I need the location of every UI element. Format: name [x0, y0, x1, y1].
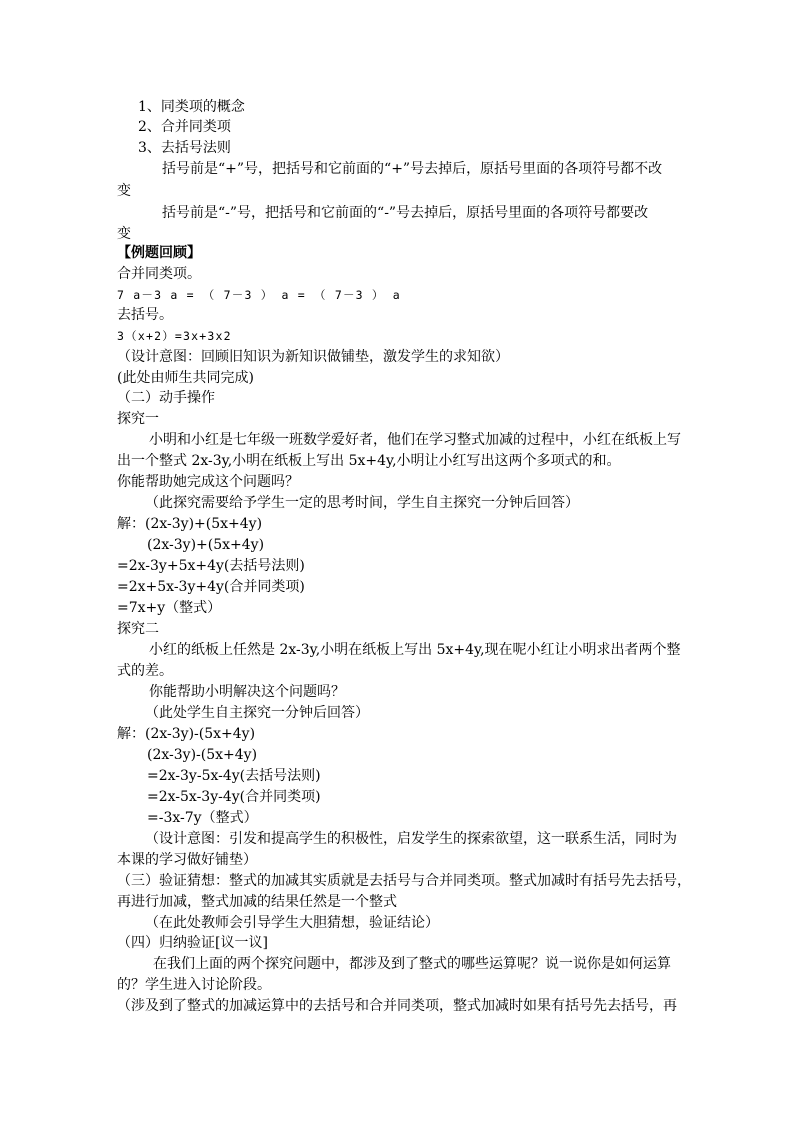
list-item-combine: 2、合并同类项 — [138, 119, 231, 135]
explore-two-text-cont: 式的差。 — [117, 663, 173, 679]
rule-plus-text: 括号前是“+”号，把括号和它前面的“+”号去掉后，原括号里面的各项符号都不改 — [162, 161, 663, 177]
solution-one-line-4: =2x+5x-3y+4y(合并同类项) — [117, 579, 305, 595]
explore-two-note: （此处学生自主探究一分钟后回答） — [145, 705, 369, 721]
section-verify-guess-cont: 再进行加减，整式加减的结果任然是一个整式 — [117, 894, 397, 910]
verify-note: （在此处教师会引导学生大胆猜想，验证结论） — [145, 915, 439, 931]
explore-two-title: 探究二 — [117, 621, 159, 637]
summary-text: 在我们上面的两个探究问题中，都涉及到了整式的哪些运算呢？说一说你是如何运算 — [153, 956, 671, 972]
explore-one-text: 小明和小红是七年级一班数学爱好者，他们在学习整式加减的过程中，小红在纸板上写 — [149, 432, 681, 448]
solution-two-result: =-3x-7y（整式） — [147, 810, 258, 826]
summary-text-cont: 的？学生进入讨论阶段。 — [117, 977, 271, 993]
solution-one-line-3: =2x-3y+5x+4y(去括号法则) — [117, 558, 305, 574]
section-summary: （四）归纳验证[议一议] — [117, 935, 268, 951]
teacher-student-note: (此处由师生共同完成) — [117, 370, 254, 386]
design-intent-2: （设计意图：引发和提高学生的积极性，启发学生的探索欲望，这一联系生活，同时为 — [145, 831, 677, 847]
list-item-bracket-rule: 3、去括号法则 — [138, 140, 231, 156]
rule-minus-text-cont: 变 — [117, 226, 131, 242]
example-combine-title: 合并同类项。 — [117, 266, 201, 282]
solution-two-line-4: =2x-5x-3y-4y(合并同类项) — [147, 789, 321, 805]
example-bracket-title: 去括号。 — [117, 307, 173, 323]
explore-two-text: 小红的纸板上任然是 2x-3y,小明在纸板上写出 5x+4y,现在呢小红让小明求出者两个整 — [149, 642, 681, 658]
solution-one-line-1: 解：(2x-3y)+(5x+4y) — [117, 516, 263, 532]
section-verify-guess: （三）验证猜想：整式的加减其实质就是去括号与合并同类项。整式加减时有括号先去括号， — [117, 873, 691, 889]
explore-one-title: 探究一 — [117, 411, 159, 427]
solution-two-line-2: (2x-3y)-(5x+4y) — [147, 747, 258, 763]
solution-two-line-1: 解：(2x-3y)-(5x+4y) — [117, 726, 256, 742]
section-hands-on: （二）动手操作 — [117, 390, 215, 406]
example-bracket-formula: 3（x+2）=3x+3x2 — [117, 329, 232, 343]
explore-two-question: 你能帮助小明解决这个问题吗？ — [149, 684, 345, 700]
example-combine-formula: 7 a－3 a = （ 7－3 ） a = （ 7－3 ） a — [117, 288, 401, 302]
explore-one-question: 你能帮助她完成这个问题吗？ — [117, 474, 299, 490]
design-intent-2-cont: 本课的学习做好铺垫） — [117, 852, 257, 868]
solution-two-line-3: =2x-3y-5x-4y(去括号法则) — [147, 768, 321, 784]
solution-one-line-2: (2x-3y)+(5x+4y) — [147, 537, 265, 553]
solution-one-result: =7x+y（整式） — [117, 600, 222, 616]
explore-one-note: （此探究需要给予学生一定的思考时间，学生自主探究一分钟后回答） — [145, 495, 579, 511]
rule-minus-text: 括号前是“-”号，把括号和它前面的“-”号去掉后，原括号里面的各项符号都要改 — [162, 205, 649, 221]
summary-answer: （涉及到了整式的加减运算中的去括号和合并同类项，整式加减时如果有括号先去括号，再 — [117, 998, 677, 1014]
explore-one-text-cont: 出一个整式 2x-3y,小明在纸板上写出 5x+4y,小明让小红写出这两个多项式的和。 — [117, 453, 621, 469]
section-example-review: 【例题回顾】 — [117, 245, 201, 261]
list-item-concept: 1、同类项的概念 — [138, 99, 245, 115]
rule-plus-text-cont: 变 — [117, 183, 131, 199]
design-intent-1: （设计意图：回顾旧知识为新知识做铺垫，激发学生的求知欲） — [117, 349, 509, 365]
